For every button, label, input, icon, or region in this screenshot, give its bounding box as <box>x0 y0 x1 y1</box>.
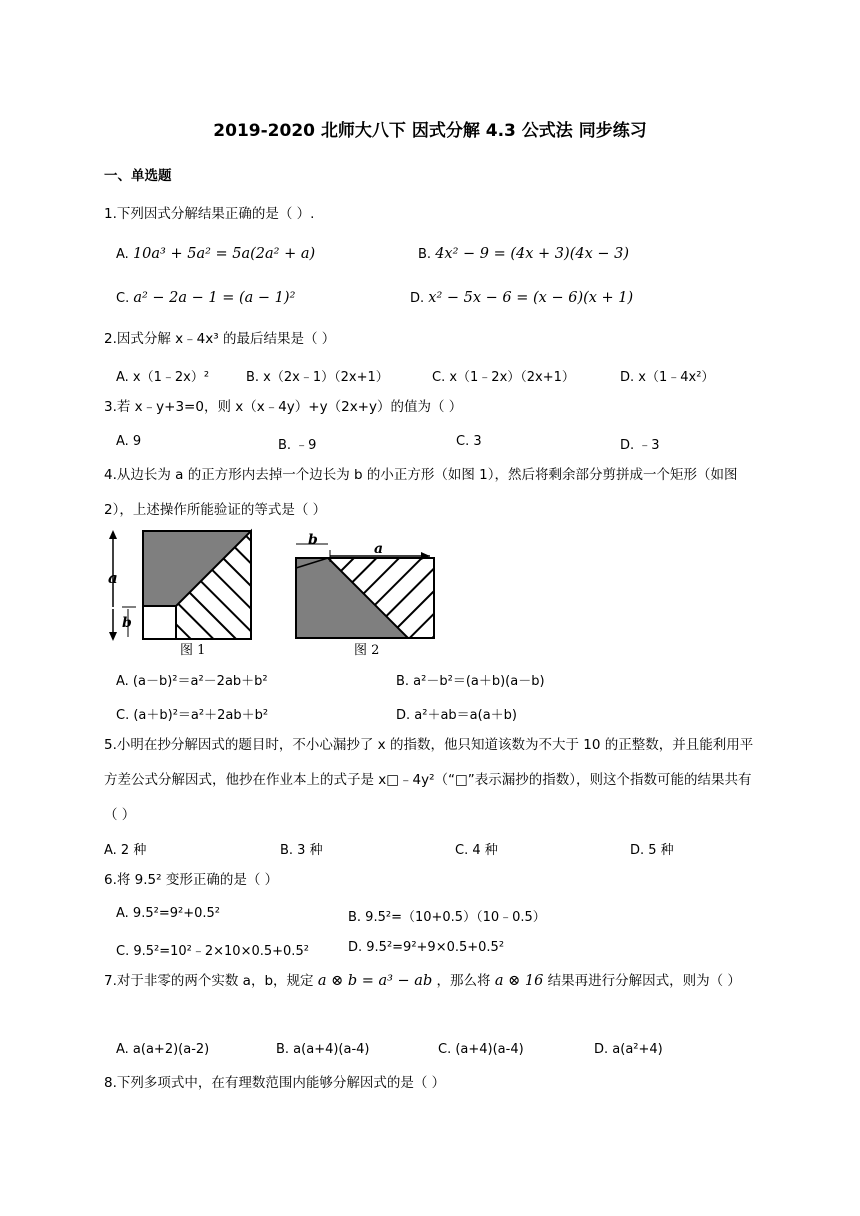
question-2-option-c[interactable]: C. x（1﹣2x）（2x+1） <box>432 370 575 385</box>
question-4-option-a[interactable]: A. (a－b)²＝a²－2ab＋b² <box>116 674 268 689</box>
question-7-expression-math: a ⊗ 16 <box>494 973 544 989</box>
question-6-option-a[interactable]: A. 9.5²=9²+0.5² <box>116 906 220 921</box>
question-1-stem: 1.下列因式分解结果正确的是（ ）. <box>104 206 315 222</box>
question-8-stem: 8.下列多项式中，在有理数范围内能够分解因式的是（ ） <box>104 1075 446 1091</box>
question-1-option-a[interactable]: A. 10a³ + 5a² = 5a(2a² + a) <box>116 246 316 262</box>
question-7-definition-math: a ⊗ b = a³ − ab <box>317 973 433 989</box>
question-3-stem: 3.若 x﹣y+3=0，则 x（x﹣4y）+y（2x+y）的值为（ ） <box>104 399 463 415</box>
question-7-stem: 7.对于非零的两个实数 a，b，规定 a ⊗ b = a³ − ab ，那么将 a ⊗ 16 结果再进行分解因式，则为（ ） <box>104 973 741 989</box>
question-7-option-d[interactable]: D. a(a²+4) <box>594 1042 663 1057</box>
question-5-option-d[interactable]: D. 5 种 <box>630 843 674 858</box>
page-title: 2019-2020 北师大八下 因式分解 4.3 公式法 同步练习 <box>213 121 647 141</box>
question-5-option-c[interactable]: C. 4 种 <box>455 843 498 858</box>
figure-2-label-a: a <box>374 541 384 557</box>
question-3-option-c[interactable]: C. 3 <box>456 434 482 449</box>
question-7-option-b[interactable]: B. a(a+4)(a-4) <box>276 1042 370 1057</box>
question-4-option-d[interactable]: D. a²＋ab＝a(a＋b) <box>396 708 517 723</box>
question-2-option-b[interactable]: B. x（2x﹣1）（2x+1） <box>246 370 389 385</box>
question-1-option-b[interactable]: B. 4x² − 9 = (4x + 3)(4x − 3) <box>418 246 629 262</box>
section-heading: 一、单选题 <box>104 168 172 184</box>
question-6-option-b[interactable]: B. 9.5²=（10+0.5）（10﹣0.5） <box>348 910 546 925</box>
question-6-stem: 6.将 9.5² 变形正确的是（ ） <box>104 872 279 888</box>
figure-1 <box>100 527 260 657</box>
question-7-option-c[interactable]: C. (a+4)(a-4) <box>438 1042 524 1057</box>
question-3-option-a[interactable]: A. 9 <box>116 434 142 449</box>
question-3-option-b[interactable]: B. ﹣9 <box>278 438 317 453</box>
question-5-stem: 5.小明在抄分解因式的题目时，不小心漏抄了 x 的指数，他只知道该数为不大于 10 的正整数，并且能利用平方差公式分解因式，他抄在作业本上的式子是 x□﹣4y²（“□”表示漏抄的指数），则这个指数可能的结果共有（ ） <box>104 737 754 823</box>
question-1-option-d-math: x² − 5x − 6 = (x − 6)(x + 1) <box>428 290 634 306</box>
question-2-stem: 2.因式分解 x﹣4x³ 的最后结果是（ ） <box>104 331 336 347</box>
figure-2 <box>290 530 440 660</box>
question-1-option-b-math: 4x² − 9 = (4x + 3)(4x − 3) <box>435 246 629 262</box>
question-1-option-c[interactable]: C. a² − 2a − 1 = (a − 1)² <box>116 290 296 306</box>
question-7-option-a[interactable]: A. a(a+2)(a-2) <box>116 1042 210 1057</box>
question-3-option-d[interactable]: D. ﹣3 <box>620 438 660 453</box>
figure-1-caption: 图 1 <box>180 643 206 657</box>
figure-2-caption: 图 2 <box>354 643 380 658</box>
question-1-option-d[interactable]: D. x² − 5x − 6 = (x − 6)(x + 1) <box>410 290 634 306</box>
question-2-option-d[interactable]: D. x（1﹣4x²） <box>620 370 715 385</box>
question-1-option-a-math: 10a³ + 5a² = 5a(2a² + a) <box>132 246 316 262</box>
question-4-stem: 4.从边长为 a 的正方形内去掉一个边长为 b 的小正方形（如图 1），然后将剩余部分剪拼成一个矩形（如图 2），上述操作所能验证的等式是（ ） <box>104 467 738 518</box>
question-2-option-a[interactable]: A. x（1﹣2x）² <box>116 370 210 385</box>
figure-2-label-b: b <box>308 532 318 548</box>
figure-1-label-a: a <box>108 569 118 587</box>
question-5-option-a[interactable]: A. 2 种 <box>104 843 147 858</box>
question-5-option-b[interactable]: B. 3 种 <box>280 843 323 858</box>
figure-1-label-b: b <box>122 615 132 631</box>
question-1-option-c-math: a² − 2a − 1 = (a − 1)² <box>133 290 296 306</box>
question-4-option-c[interactable]: C. (a＋b)²＝a²＋2ab＋b² <box>116 708 269 723</box>
question-6-option-c[interactable]: C. 9.5²=10²﹣2×10×0.5+0.5² <box>116 944 309 959</box>
question-6-option-d[interactable]: D. 9.5²=9²+9×0.5+0.5² <box>348 940 505 955</box>
question-4-option-b[interactable]: B. a²－b²＝(a＋b)(a－b) <box>396 674 545 689</box>
